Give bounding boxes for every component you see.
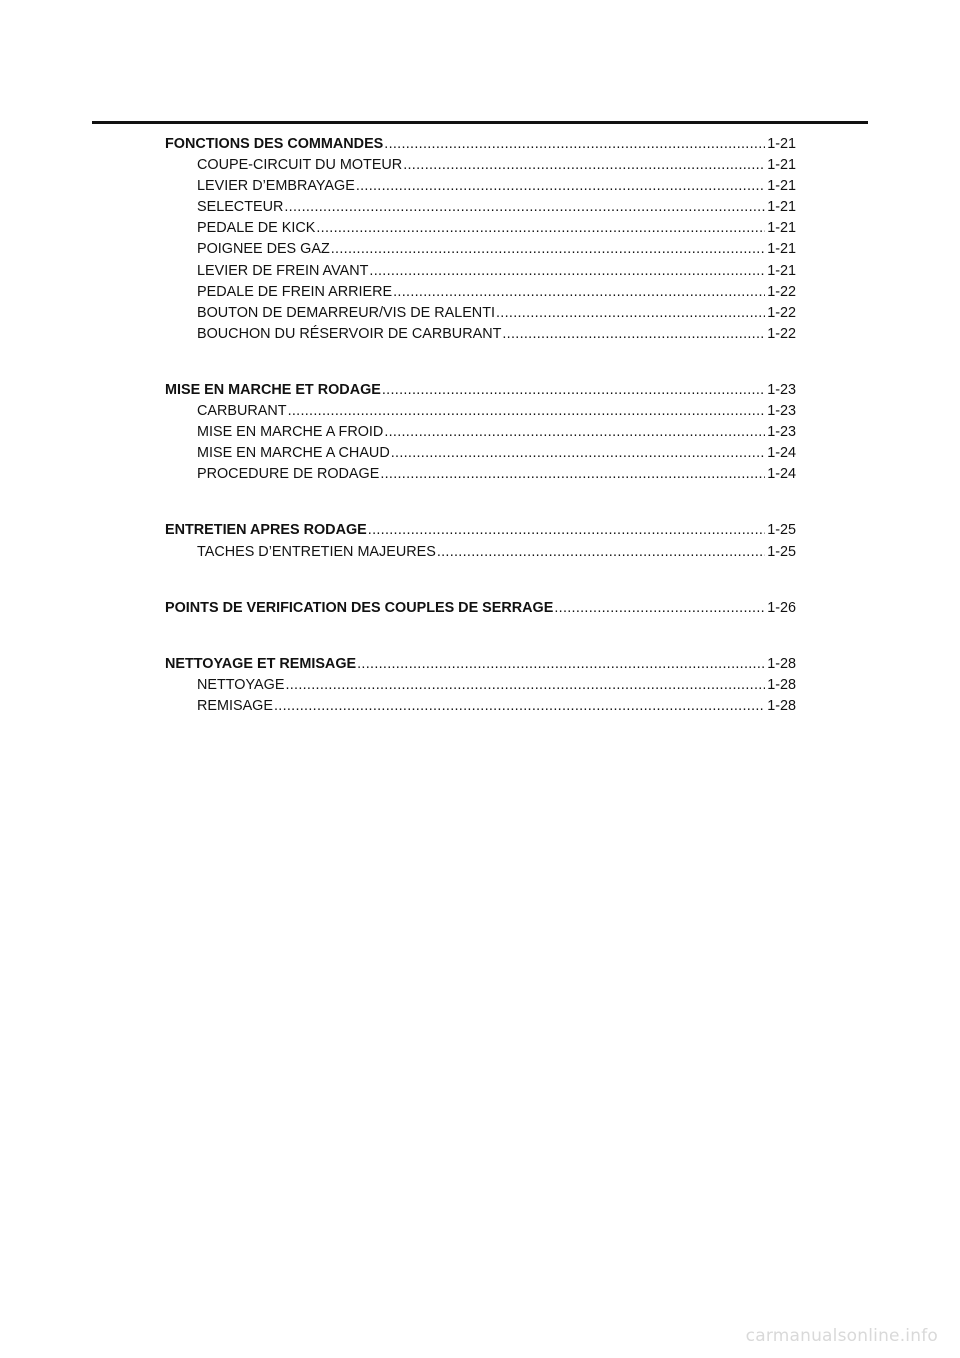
- toc-section-nettoyage: [165, 654, 796, 717]
- toc-entry-title: TACHES D’ENTRETIEN MAJEURES: [197, 543, 436, 560]
- toc-entry-sub[interactable]: [165, 261, 796, 282]
- toc-entry-sub[interactable]: [165, 542, 796, 563]
- dot-leader: [391, 443, 765, 464]
- toc-entry-title: COUPE-CIRCUIT DU MOTEUR: [197, 157, 403, 174]
- dot-leader: [288, 401, 766, 422]
- toc-entry-sub[interactable]: [165, 696, 796, 717]
- dot-leader: [368, 520, 765, 541]
- site-watermark: carmanualsonline.info: [745, 1326, 938, 1346]
- toc-entry-title: MISE EN MARCHE ET RODAGE: [165, 381, 381, 398]
- toc-entry-page: 1-28: [767, 655, 796, 672]
- toc-section-entretien: [165, 520, 796, 562]
- toc-entry-sub[interactable]: [165, 401, 796, 422]
- toc-entry-sub[interactable]: [165, 197, 796, 218]
- dot-leader: [356, 176, 765, 197]
- toc-entry-title: POIGNEE DES GAZ: [197, 241, 330, 258]
- toc-entry-sub[interactable]: [165, 675, 796, 696]
- toc-entry-sub[interactable]: [165, 239, 796, 260]
- toc-entry-title: LEVIER D’EMBRAYAGE: [197, 178, 355, 195]
- toc-entry-main[interactable]: [165, 520, 796, 541]
- toc-entry-main[interactable]: [165, 380, 796, 401]
- dot-leader: [357, 654, 765, 675]
- toc-entry-title: MISE EN MARCHE A FROID: [197, 424, 384, 441]
- toc-entry-sub[interactable]: [165, 176, 796, 197]
- toc-entry-title: PEDALE DE KICK: [197, 220, 316, 237]
- dot-leader: [316, 218, 765, 239]
- toc-section-commandes: [165, 134, 796, 345]
- toc-entry-sub[interactable]: [165, 443, 796, 464]
- toc-entry-page: 1-22: [767, 304, 796, 321]
- toc-entry-page: 1-21: [767, 220, 796, 237]
- toc-entry-title: REMISAGE: [197, 697, 273, 714]
- toc-entry-page: 1-25: [767, 543, 796, 560]
- toc-entry-title: LEVIER DE FREIN AVANT: [197, 262, 369, 279]
- dot-leader: [384, 134, 765, 155]
- dot-leader: [384, 422, 765, 443]
- toc-entry-sub[interactable]: [165, 324, 796, 345]
- toc-entry-title: PROCEDURE DE RODAGE: [197, 466, 380, 483]
- toc-entry-title: SELECTEUR: [197, 199, 284, 216]
- toc-entry-title: FONCTIONS DES COMMANDES: [165, 136, 384, 152]
- toc-entry-page: 1-25: [767, 522, 796, 539]
- toc-entry-page: 1-22: [767, 283, 796, 300]
- toc-entry-title: BOUCHON DU RÉSERVOIR DE CARBURANT: [197, 325, 502, 342]
- dot-leader: [331, 239, 765, 260]
- dot-leader: [554, 598, 765, 619]
- toc-entry-title: ENTRETIEN APRES RODAGE: [165, 522, 367, 539]
- dot-leader: [369, 261, 765, 282]
- toc-entry-page: 1-21: [767, 199, 796, 216]
- toc-entry-page: 1-21: [767, 262, 796, 279]
- table-of-contents: [165, 134, 796, 752]
- toc-entry-page: 1-22: [767, 325, 796, 342]
- dot-leader: [437, 542, 765, 563]
- toc-entry-sub[interactable]: [165, 422, 796, 443]
- dot-leader: [393, 282, 765, 303]
- dot-leader: [382, 380, 765, 401]
- dot-leader: [496, 303, 765, 324]
- toc-entry-page: 1-23: [767, 381, 796, 398]
- dot-leader: [403, 155, 765, 176]
- dot-leader: [502, 324, 765, 345]
- toc-entry-main[interactable]: [165, 654, 796, 675]
- toc-entry-title: PEDALE DE FREIN ARRIERE: [197, 283, 393, 300]
- dot-leader: [380, 464, 765, 485]
- toc-entry-page: 1-21: [767, 178, 796, 195]
- toc-entry-title: POINTS DE VERIFICATION DES COUPLES DE SERRAGE: [165, 599, 554, 616]
- toc-entry-title: NETTOYAGE ET REMISAGE: [165, 655, 357, 672]
- toc-entry-page: 1-21: [767, 157, 796, 174]
- toc-entry-sub[interactable]: [165, 155, 796, 176]
- toc-entry-sub[interactable]: [165, 303, 796, 324]
- toc-section-couples: [165, 598, 796, 619]
- toc-entry-title: MISE EN MARCHE A CHAUD: [197, 445, 390, 462]
- toc-entry-title: CARBURANT: [197, 403, 287, 420]
- dot-leader: [285, 675, 765, 696]
- toc-entry-page: 1-23: [767, 403, 796, 420]
- toc-entry-page: 1-24: [767, 445, 796, 462]
- toc-entry-sub[interactable]: [165, 464, 796, 485]
- toc-entry-page: 1-26: [767, 599, 796, 616]
- toc-entry-sub[interactable]: [165, 218, 796, 239]
- toc-section-mise-en-marche: [165, 380, 796, 485]
- header-rule: [92, 121, 868, 124]
- toc-entry-page: 1-24: [767, 466, 796, 483]
- toc-entry-page: 1-28: [767, 676, 796, 693]
- dot-leader: [284, 197, 765, 218]
- toc-entry-main[interactable]: [165, 598, 796, 619]
- toc-entry-main[interactable]: [165, 134, 796, 155]
- toc-entry-sub[interactable]: [165, 282, 796, 303]
- toc-entry-page: 1-21: [767, 136, 796, 152]
- toc-entry-title: BOUTON DE DEMARREUR/VIS DE RALENTI: [197, 304, 495, 321]
- dot-leader: [274, 696, 765, 717]
- toc-entry-title: NETTOYAGE: [197, 676, 285, 693]
- toc-entry-page: 1-28: [767, 697, 796, 714]
- toc-entry-page: 1-21: [767, 241, 796, 258]
- toc-entry-page: 1-23: [767, 424, 796, 441]
